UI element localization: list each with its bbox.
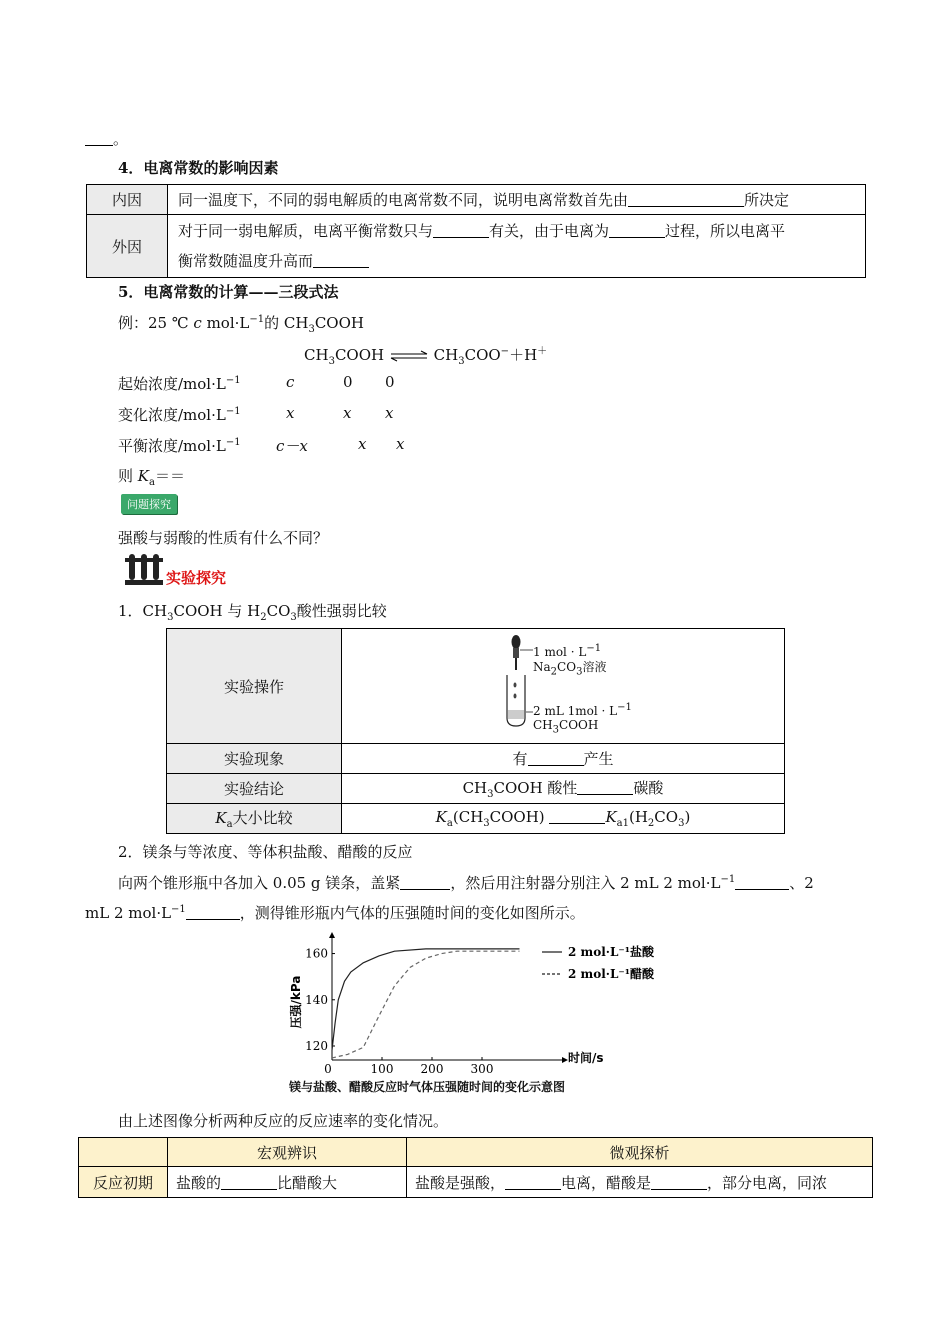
series-line-acetic: [332, 951, 520, 1058]
x-tick-label: 0: [324, 1062, 332, 1076]
experiment-paragraph-line2: mL 2 $mol\cdot L^{-1}$ ，测得锥形瓶内气体的压强随时间的变化如图所示。: [85, 904, 585, 922]
question-text: 强酸与弱酸的性质有什么不同？: [118, 529, 329, 547]
row-initial-label: 起始浓度$/mol\cdot L^{-1}$: [118, 375, 241, 393]
fill-blank: [186, 904, 240, 920]
row1-macro: 盐酸的 比醋酸大: [168, 1167, 407, 1198]
op-label: 实验操作: [167, 629, 342, 744]
x-tick-label: 200: [420, 1062, 444, 1076]
x-tick-label: 300: [470, 1062, 494, 1076]
chart-legend: [542, 944, 655, 981]
row-equilibrium-v2: x: [358, 435, 367, 453]
phenomenon-label: 实验现象: [167, 744, 342, 774]
fill-blank: [628, 191, 744, 207]
legend-label: 2 mol·L⁻¹盐酸: [568, 945, 654, 959]
conclusion-cell: $CH_3COOH$ 酸性 碳酸: [342, 774, 785, 804]
series-line-hydrochloric: [332, 949, 520, 1050]
x-axis-label: 时间/s: [568, 1051, 604, 1065]
experiment-item1: 1．$CH_3COOH$ 与 $H_2CO_3$酸性强弱比较: [118, 602, 387, 623]
row-equilibrium-v3: x: [396, 435, 405, 453]
col-macro: 宏观辨识: [168, 1138, 407, 1167]
legend-label: 2 mol·L⁻¹醋酸: [568, 967, 654, 981]
row-initial-v3: 0: [385, 373, 395, 391]
fill-blank: [85, 130, 113, 146]
y-tick-label: 140: [305, 992, 328, 1007]
section5-heading: 5．电离常数的计算——三段式法: [118, 283, 339, 301]
internal-cell: 同一温度下，不同的弱电解质的电离常数不同，说明电离常数首先由 所决定: [168, 185, 866, 215]
col-micro: 微观探析: [407, 1138, 873, 1167]
ionization-factors-table: [86, 184, 866, 278]
top-fragment: 。: [85, 128, 128, 149]
x-tick-label: 100: [370, 1062, 394, 1076]
fill-blank: [528, 750, 584, 766]
test-tube-rack-icon: [124, 554, 164, 586]
section4-heading: 4．电离常数的影响因素: [118, 159, 279, 177]
acidity-comparison-table: [166, 628, 785, 834]
fill-blank: [433, 222, 489, 238]
chart-axes: [288, 932, 604, 1076]
pressure-time-chart: [280, 930, 680, 1096]
chart-series: [332, 949, 520, 1058]
row-change-v2: x: [343, 404, 352, 422]
row1-micro: 盐酸是强酸， 电离，醋酸是 ，部分电离，同浓: [407, 1167, 873, 1198]
fill-blank: [505, 1174, 561, 1190]
fill-blank: [221, 1174, 277, 1190]
dropper-label-2: $Na_2CO_3$溶液: [533, 660, 607, 678]
ka-expression: 则 $K_a==$: [118, 467, 185, 488]
row-change-v3: x: [385, 404, 394, 422]
fill-blank: [609, 222, 665, 238]
row-equilibrium-label: 平衡浓度$/mol\cdot L^{-1}$: [118, 437, 241, 455]
y-tick-label: 120: [305, 1039, 328, 1053]
external-cell: 对于同一弱电解质，电离平衡常数只与 有关，由于电离为 过程，所以电离平 衡常数随温度升高而: [168, 215, 866, 278]
row-change-v1: x: [286, 404, 295, 422]
fill-blank: [400, 874, 450, 890]
example-line: 例：25 ℃ c $mol\cdot L^{-1}$的 $CH_3COOH$: [118, 314, 364, 335]
internal-label: 内因: [87, 185, 168, 215]
analysis-table: [78, 1137, 873, 1198]
experiment-item2: 2．镁条与等浓度、等体积盐酸、醋酸的反应: [118, 843, 413, 861]
fill-blank: [313, 252, 369, 268]
row-initial-v1: c: [286, 373, 295, 391]
equilibrium-arrow-icon: [389, 350, 429, 362]
ka-compare-cell: $K_a(CH_3COOH)$ $K_{a1}(H_2CO_3)$: [342, 804, 785, 834]
fill-blank: [549, 808, 605, 824]
row-change-label: 变化浓度$/mol\cdot L^{-1}$: [118, 406, 241, 424]
ionization-equation: $CH_3COOH$ $CH_3COO^-+H^+$: [304, 346, 548, 367]
dropper-bulb-icon: [512, 635, 521, 649]
experiment-title: 实验探究: [166, 569, 227, 587]
experiment-paragraph-line1: 向两个锥形瓶中各加入 0.05 g 镁条，盖紧 ，然后用注射器分别注入 2 mL 2 $mol\cdot L^{-1}$ 、2: [118, 874, 814, 892]
row-initial-stage: 反应初期: [79, 1167, 168, 1198]
external-label: 外因: [87, 215, 168, 278]
y-axis-label: 压强/kPa: [289, 975, 303, 1029]
fill-blank: [651, 1174, 707, 1190]
tube-label-2: $CH_3COOH$: [533, 718, 599, 736]
dropper-label-1: 1 mol · $L^{-1}$: [533, 643, 602, 659]
fill-blank: [577, 779, 633, 795]
analysis-intro: 由上述图像分析两种反应的反应速率的变化情况。: [118, 1112, 449, 1130]
chart-caption: 镁与盐酸、醋酸反应时气体压强随时间的变化示意图: [289, 1080, 566, 1094]
phenomenon-cell: 有 产生: [342, 744, 785, 774]
y-tick-label: 160: [305, 946, 328, 961]
ka-compare-label: $K_a$大小比较: [167, 804, 342, 834]
row-initial-v2: 0: [343, 373, 353, 391]
row-equilibrium-v1: c－x: [276, 437, 308, 455]
y-axis-arrow-icon: [329, 932, 335, 938]
fill-blank: [735, 874, 789, 890]
conclusion-label: 实验结论: [167, 774, 342, 804]
op-illustration-cell: [342, 629, 785, 744]
tube-label-1: 2 mL $1mol \cdot L^{-1}$: [533, 702, 632, 718]
question-tag: 问题探究: [121, 494, 177, 514]
analysis-corner: [79, 1138, 168, 1167]
